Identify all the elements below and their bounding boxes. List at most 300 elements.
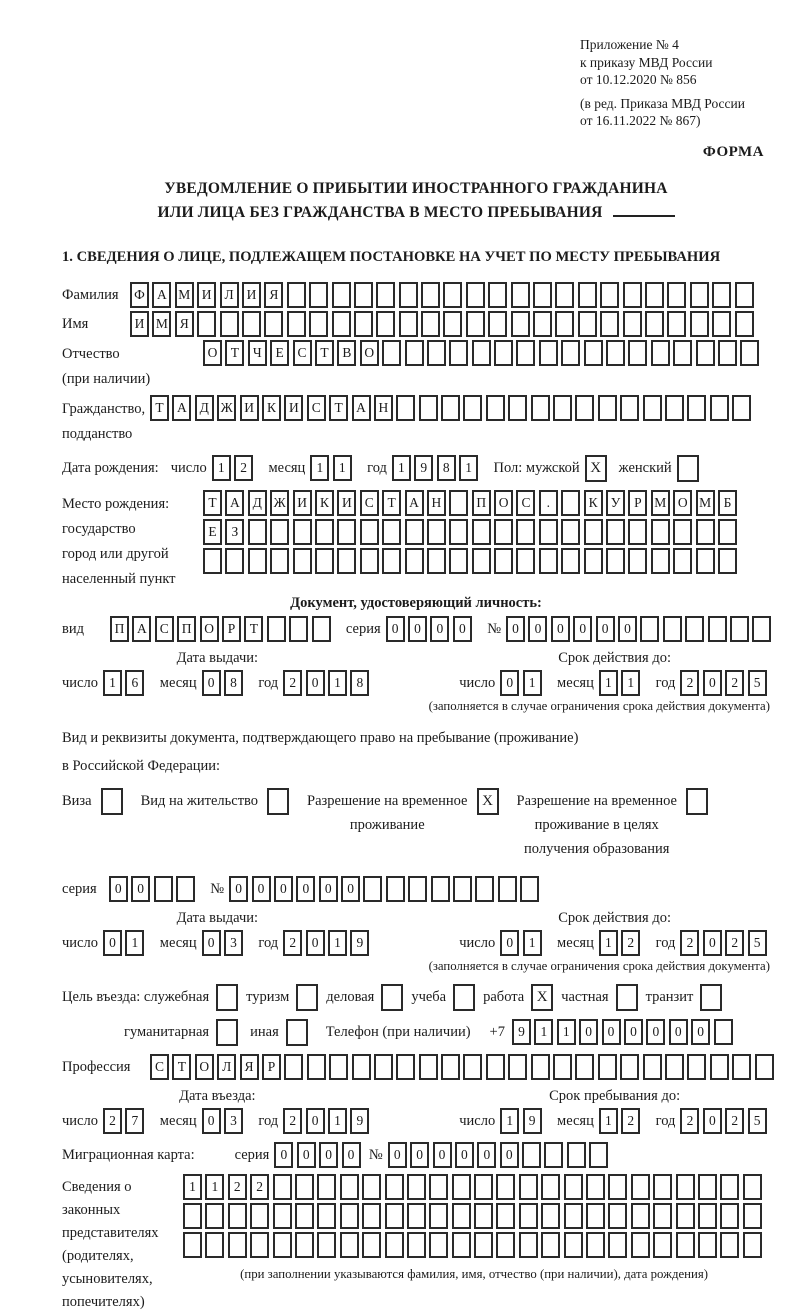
char-cell[interactable]: 0 (296, 876, 315, 902)
char-cell[interactable] (317, 1174, 336, 1200)
char-cell[interactable]: Ф (130, 282, 149, 308)
char-cell[interactable] (712, 311, 731, 337)
char-cell[interactable]: С (293, 340, 312, 366)
char-cell[interactable]: Н (427, 490, 446, 516)
char-cell[interactable]: О (195, 1054, 214, 1080)
char-cell[interactable] (295, 1174, 314, 1200)
char-cell[interactable] (463, 395, 482, 421)
char-cell[interactable] (598, 1054, 617, 1080)
char-cell[interactable] (449, 548, 468, 574)
char-cell[interactable] (720, 1232, 739, 1258)
char-cell[interactable]: М (152, 311, 171, 337)
char-cell[interactable]: 9 (350, 930, 369, 956)
char-cell[interactable]: 1 (310, 455, 329, 481)
char-cell[interactable] (687, 1054, 706, 1080)
char-cell[interactable] (561, 340, 580, 366)
char-cell[interactable] (522, 1142, 541, 1168)
char-cell[interactable] (732, 395, 751, 421)
work-checkbox[interactable]: X (531, 984, 553, 1011)
char-cell[interactable] (730, 616, 749, 642)
char-cell[interactable]: 0 (624, 1019, 643, 1045)
char-cell[interactable]: П (177, 616, 196, 642)
char-cell[interactable] (643, 1054, 662, 1080)
char-cell[interactable]: Д (195, 395, 214, 421)
char-cell[interactable] (696, 519, 715, 545)
char-cell[interactable] (720, 1174, 739, 1200)
char-cell[interactable]: 1 (599, 670, 618, 696)
char-cell[interactable] (183, 1203, 202, 1229)
char-cell[interactable] (317, 1203, 336, 1229)
char-cell[interactable]: 0 (408, 616, 427, 642)
char-cell[interactable]: 0 (319, 1142, 338, 1168)
char-cell[interactable]: 0 (573, 616, 592, 642)
char-cell[interactable] (340, 1203, 359, 1229)
char-cell[interactable] (653, 1232, 672, 1258)
char-cell[interactable]: С (155, 616, 174, 642)
char-cell[interactable] (631, 1174, 650, 1200)
char-cell[interactable]: Е (270, 340, 289, 366)
char-cell[interactable] (407, 1232, 426, 1258)
char-cell[interactable] (714, 1019, 733, 1045)
char-cell[interactable]: 1 (523, 670, 542, 696)
char-cell[interactable] (584, 548, 603, 574)
char-cell[interactable] (486, 395, 505, 421)
char-cell[interactable] (561, 490, 580, 516)
char-cell[interactable] (228, 1232, 247, 1258)
char-cell[interactable]: 0 (388, 1142, 407, 1168)
char-cell[interactable] (441, 395, 460, 421)
char-cell[interactable] (474, 1232, 493, 1258)
char-cell[interactable] (312, 616, 331, 642)
char-cell[interactable] (486, 1054, 505, 1080)
char-cell[interactable] (382, 519, 401, 545)
char-cell[interactable]: И (284, 395, 303, 421)
char-cell[interactable] (698, 1232, 717, 1258)
sex-female-checkbox[interactable] (677, 455, 699, 482)
char-cell[interactable] (663, 616, 682, 642)
char-cell[interactable] (708, 616, 727, 642)
char-cell[interactable]: 8 (350, 670, 369, 696)
char-cell[interactable] (287, 282, 306, 308)
char-cell[interactable]: В (337, 340, 356, 366)
other-checkbox[interactable] (286, 1019, 308, 1046)
char-cell[interactable]: 3 (224, 1108, 243, 1134)
char-cell[interactable]: 0 (691, 1019, 710, 1045)
transit-checkbox[interactable] (700, 984, 722, 1011)
char-cell[interactable] (676, 1232, 695, 1258)
char-cell[interactable] (309, 311, 328, 337)
char-cell[interactable]: С (150, 1054, 169, 1080)
char-cell[interactable]: О (200, 616, 219, 642)
char-cell[interactable] (396, 1054, 415, 1080)
char-cell[interactable] (623, 282, 642, 308)
char-cell[interactable] (628, 340, 647, 366)
char-cell[interactable]: З (225, 519, 244, 545)
char-cell[interactable] (340, 1232, 359, 1258)
char-cell[interactable] (293, 548, 312, 574)
char-cell[interactable] (228, 1203, 247, 1229)
char-cell[interactable] (589, 1142, 608, 1168)
char-cell[interactable]: 5 (748, 930, 767, 956)
char-cell[interactable] (608, 1174, 627, 1200)
char-cell[interactable]: Т (150, 395, 169, 421)
char-cell[interactable]: 2 (283, 1108, 302, 1134)
char-cell[interactable]: 0 (410, 1142, 429, 1168)
char-cell[interactable]: 0 (477, 1142, 496, 1168)
char-cell[interactable]: 9 (512, 1019, 531, 1045)
char-cell[interactable] (494, 340, 513, 366)
char-cell[interactable] (519, 1174, 538, 1200)
char-cell[interactable] (386, 876, 405, 902)
char-cell[interactable]: 2 (725, 930, 744, 956)
char-cell[interactable] (651, 548, 670, 574)
char-cell[interactable]: 1 (328, 670, 347, 696)
char-cell[interactable] (421, 311, 440, 337)
char-cell[interactable]: 0 (669, 1019, 688, 1045)
char-cell[interactable] (553, 395, 572, 421)
char-cell[interactable] (690, 282, 709, 308)
char-cell[interactable] (698, 1174, 717, 1200)
business-checkbox[interactable] (381, 984, 403, 1011)
char-cell[interactable]: Я (264, 282, 283, 308)
char-cell[interactable] (755, 1054, 774, 1080)
char-cell[interactable] (673, 548, 692, 574)
char-cell[interactable] (555, 282, 574, 308)
char-cell[interactable] (354, 282, 373, 308)
char-cell[interactable] (376, 311, 395, 337)
char-cell[interactable]: Т (225, 340, 244, 366)
char-cell[interactable]: 0 (297, 1142, 316, 1168)
char-cell[interactable] (248, 548, 267, 574)
char-cell[interactable] (295, 1232, 314, 1258)
char-cell[interactable] (651, 519, 670, 545)
char-cell[interactable]: Л (217, 1054, 236, 1080)
char-cell[interactable] (710, 395, 729, 421)
char-cell[interactable]: 1 (205, 1174, 224, 1200)
char-cell[interactable] (421, 282, 440, 308)
char-cell[interactable]: 0 (455, 1142, 474, 1168)
char-cell[interactable] (183, 1232, 202, 1258)
char-cell[interactable] (710, 1054, 729, 1080)
char-cell[interactable] (273, 1174, 292, 1200)
char-cell[interactable]: 1 (328, 930, 347, 956)
char-cell[interactable] (533, 311, 552, 337)
char-cell[interactable]: 0 (551, 616, 570, 642)
char-cell[interactable] (735, 311, 754, 337)
char-cell[interactable] (516, 340, 535, 366)
char-cell[interactable] (315, 519, 334, 545)
char-cell[interactable] (449, 490, 468, 516)
char-cell[interactable] (676, 1203, 695, 1229)
char-cell[interactable]: 1 (183, 1174, 202, 1200)
char-cell[interactable] (676, 1174, 695, 1200)
char-cell[interactable]: 5 (748, 1108, 767, 1134)
char-cell[interactable]: 0 (703, 930, 722, 956)
char-cell[interactable]: 0 (430, 616, 449, 642)
char-cell[interactable]: 0 (341, 876, 360, 902)
char-cell[interactable] (598, 395, 617, 421)
char-cell[interactable]: 3 (224, 930, 243, 956)
char-cell[interactable]: 2 (283, 670, 302, 696)
char-cell[interactable] (337, 548, 356, 574)
char-cell[interactable] (472, 519, 491, 545)
char-cell[interactable] (374, 1054, 393, 1080)
char-cell[interactable] (653, 1174, 672, 1200)
char-cell[interactable]: И (197, 282, 216, 308)
temp-residence-edu-checkbox[interactable] (686, 788, 708, 815)
char-cell[interactable] (541, 1232, 560, 1258)
char-cell[interactable] (511, 311, 530, 337)
char-cell[interactable] (362, 1203, 381, 1229)
char-cell[interactable] (718, 519, 737, 545)
char-cell[interactable]: 0 (306, 930, 325, 956)
char-cell[interactable]: 1 (621, 670, 640, 696)
char-cell[interactable] (270, 519, 289, 545)
char-cell[interactable] (564, 1232, 583, 1258)
char-cell[interactable]: Р (222, 616, 241, 642)
sex-male-checkbox[interactable]: X (585, 455, 607, 482)
char-cell[interactable] (586, 1203, 605, 1229)
humanitarian-checkbox[interactable] (216, 1019, 238, 1046)
char-cell[interactable] (352, 1054, 371, 1080)
tourism-checkbox[interactable] (296, 984, 318, 1011)
char-cell[interactable]: А (132, 616, 151, 642)
char-cell[interactable]: 0 (618, 616, 637, 642)
char-cell[interactable] (519, 1203, 538, 1229)
char-cell[interactable] (651, 340, 670, 366)
char-cell[interactable]: Т (172, 1054, 191, 1080)
char-cell[interactable]: 0 (306, 1108, 325, 1134)
char-cell[interactable] (519, 1232, 538, 1258)
char-cell[interactable]: 2 (621, 1108, 640, 1134)
char-cell[interactable] (553, 1054, 572, 1080)
char-cell[interactable] (382, 548, 401, 574)
char-cell[interactable]: Р (262, 1054, 281, 1080)
char-cell[interactable]: А (225, 490, 244, 516)
char-cell[interactable]: 2 (680, 670, 699, 696)
char-cell[interactable] (205, 1232, 224, 1258)
char-cell[interactable]: И (240, 395, 259, 421)
char-cell[interactable]: 2 (103, 1108, 122, 1134)
char-cell[interactable]: Л (220, 282, 239, 308)
char-cell[interactable]: 0 (229, 876, 248, 902)
char-cell[interactable] (362, 1232, 381, 1258)
char-cell[interactable]: 0 (433, 1142, 452, 1168)
char-cell[interactable] (317, 1232, 336, 1258)
char-cell[interactable]: И (242, 282, 261, 308)
char-cell[interactable] (561, 519, 580, 545)
char-cell[interactable] (665, 395, 684, 421)
char-cell[interactable]: 1 (125, 930, 144, 956)
char-cell[interactable] (496, 1232, 515, 1258)
char-cell[interactable] (508, 1054, 527, 1080)
char-cell[interactable] (732, 1054, 751, 1080)
char-cell[interactable]: О (673, 490, 692, 516)
char-cell[interactable] (295, 1203, 314, 1229)
char-cell[interactable] (631, 1232, 650, 1258)
char-cell[interactable]: 0 (274, 1142, 293, 1168)
char-cell[interactable] (273, 1232, 292, 1258)
char-cell[interactable] (362, 1174, 381, 1200)
char-cell[interactable]: 0 (103, 930, 122, 956)
private-checkbox[interactable] (616, 984, 638, 1011)
char-cell[interactable] (608, 1232, 627, 1258)
char-cell[interactable] (449, 519, 468, 545)
char-cell[interactable]: Т (203, 490, 222, 516)
char-cell[interactable]: 0 (703, 670, 722, 696)
char-cell[interactable] (564, 1174, 583, 1200)
char-cell[interactable]: 6 (125, 670, 144, 696)
char-cell[interactable] (399, 282, 418, 308)
char-cell[interactable]: М (651, 490, 670, 516)
char-cell[interactable] (623, 311, 642, 337)
char-cell[interactable]: К (315, 490, 334, 516)
char-cell[interactable]: К (584, 490, 603, 516)
char-cell[interactable]: 7 (125, 1108, 144, 1134)
char-cell[interactable] (332, 282, 351, 308)
char-cell[interactable] (385, 1203, 404, 1229)
char-cell[interactable] (488, 282, 507, 308)
char-cell[interactable] (578, 282, 597, 308)
char-cell[interactable] (508, 395, 527, 421)
char-cell[interactable]: 8 (224, 670, 243, 696)
char-cell[interactable] (329, 1054, 348, 1080)
char-cell[interactable] (494, 519, 513, 545)
char-cell[interactable] (586, 1232, 605, 1258)
char-cell[interactable]: 0 (500, 930, 519, 956)
char-cell[interactable]: Д (248, 490, 267, 516)
char-cell[interactable] (720, 1203, 739, 1229)
char-cell[interactable] (363, 876, 382, 902)
char-cell[interactable] (385, 1232, 404, 1258)
char-cell[interactable]: Ж (270, 490, 289, 516)
char-cell[interactable] (407, 1174, 426, 1200)
char-cell[interactable] (687, 395, 706, 421)
char-cell[interactable] (429, 1174, 448, 1200)
char-cell[interactable]: 0 (202, 1108, 221, 1134)
char-cell[interactable] (449, 340, 468, 366)
char-cell[interactable]: 9 (414, 455, 433, 481)
char-cell[interactable] (405, 340, 424, 366)
char-cell[interactable] (620, 395, 639, 421)
char-cell[interactable] (220, 311, 239, 337)
char-cell[interactable] (696, 548, 715, 574)
char-cell[interactable]: 0 (131, 876, 150, 902)
char-cell[interactable] (496, 1174, 515, 1200)
char-cell[interactable] (431, 876, 450, 902)
char-cell[interactable] (452, 1174, 471, 1200)
char-cell[interactable] (427, 519, 446, 545)
char-cell[interactable] (419, 395, 438, 421)
char-cell[interactable] (203, 548, 222, 574)
char-cell[interactable] (250, 1203, 269, 1229)
char-cell[interactable] (718, 548, 737, 574)
char-cell[interactable]: А (172, 395, 191, 421)
char-cell[interactable] (248, 519, 267, 545)
char-cell[interactable] (541, 1174, 560, 1200)
char-cell[interactable]: С (307, 395, 326, 421)
char-cell[interactable] (315, 548, 334, 574)
char-cell[interactable] (197, 311, 216, 337)
char-cell[interactable] (600, 311, 619, 337)
char-cell[interactable] (463, 1054, 482, 1080)
char-cell[interactable]: . (539, 490, 558, 516)
char-cell[interactable] (520, 876, 539, 902)
char-cell[interactable]: 2 (725, 1108, 744, 1134)
char-cell[interactable] (698, 1203, 717, 1229)
temp-residence-checkbox[interactable]: X (477, 788, 499, 815)
char-cell[interactable]: М (175, 282, 194, 308)
char-cell[interactable]: И (130, 311, 149, 337)
char-cell[interactable]: 0 (386, 616, 405, 642)
char-cell[interactable] (225, 548, 244, 574)
char-cell[interactable] (735, 282, 754, 308)
char-cell[interactable]: О (203, 340, 222, 366)
char-cell[interactable] (360, 519, 379, 545)
char-cell[interactable]: 1 (534, 1019, 553, 1045)
char-cell[interactable] (284, 1054, 303, 1080)
char-cell[interactable] (673, 519, 692, 545)
char-cell[interactable] (608, 1203, 627, 1229)
char-cell[interactable] (337, 519, 356, 545)
char-cell[interactable]: 0 (453, 616, 472, 642)
char-cell[interactable] (242, 311, 261, 337)
char-cell[interactable] (475, 876, 494, 902)
char-cell[interactable] (309, 282, 328, 308)
char-cell[interactable]: О (360, 340, 379, 366)
char-cell[interactable]: 1 (599, 1108, 618, 1134)
char-cell[interactable] (405, 548, 424, 574)
char-cell[interactable] (673, 340, 692, 366)
char-cell[interactable]: 1 (599, 930, 618, 956)
char-cell[interactable]: 0 (602, 1019, 621, 1045)
char-cell[interactable] (561, 548, 580, 574)
char-cell[interactable]: 0 (202, 930, 221, 956)
char-cell[interactable]: 8 (437, 455, 456, 481)
char-cell[interactable] (250, 1232, 269, 1258)
char-cell[interactable]: 0 (500, 670, 519, 696)
char-cell[interactable] (443, 282, 462, 308)
char-cell[interactable] (516, 519, 535, 545)
char-cell[interactable]: Т (315, 340, 334, 366)
char-cell[interactable] (564, 1203, 583, 1229)
char-cell[interactable] (293, 519, 312, 545)
char-cell[interactable] (606, 519, 625, 545)
char-cell[interactable] (740, 340, 759, 366)
char-cell[interactable] (712, 282, 731, 308)
char-cell[interactable] (578, 311, 597, 337)
char-cell[interactable] (539, 548, 558, 574)
char-cell[interactable]: 1 (328, 1108, 347, 1134)
char-cell[interactable] (429, 1232, 448, 1258)
char-cell[interactable] (267, 616, 286, 642)
char-cell[interactable] (516, 548, 535, 574)
char-cell[interactable]: А (405, 490, 424, 516)
char-cell[interactable]: 2 (234, 455, 253, 481)
char-cell[interactable]: 0 (500, 1142, 519, 1168)
char-cell[interactable]: 0 (319, 876, 338, 902)
char-cell[interactable]: А (352, 395, 371, 421)
char-cell[interactable] (620, 1054, 639, 1080)
char-cell[interactable] (376, 282, 395, 308)
char-cell[interactable] (667, 311, 686, 337)
char-cell[interactable] (531, 1054, 550, 1080)
char-cell[interactable]: У (606, 490, 625, 516)
char-cell[interactable] (396, 395, 415, 421)
char-cell[interactable]: Н (374, 395, 393, 421)
char-cell[interactable] (176, 876, 195, 902)
char-cell[interactable] (429, 1203, 448, 1229)
